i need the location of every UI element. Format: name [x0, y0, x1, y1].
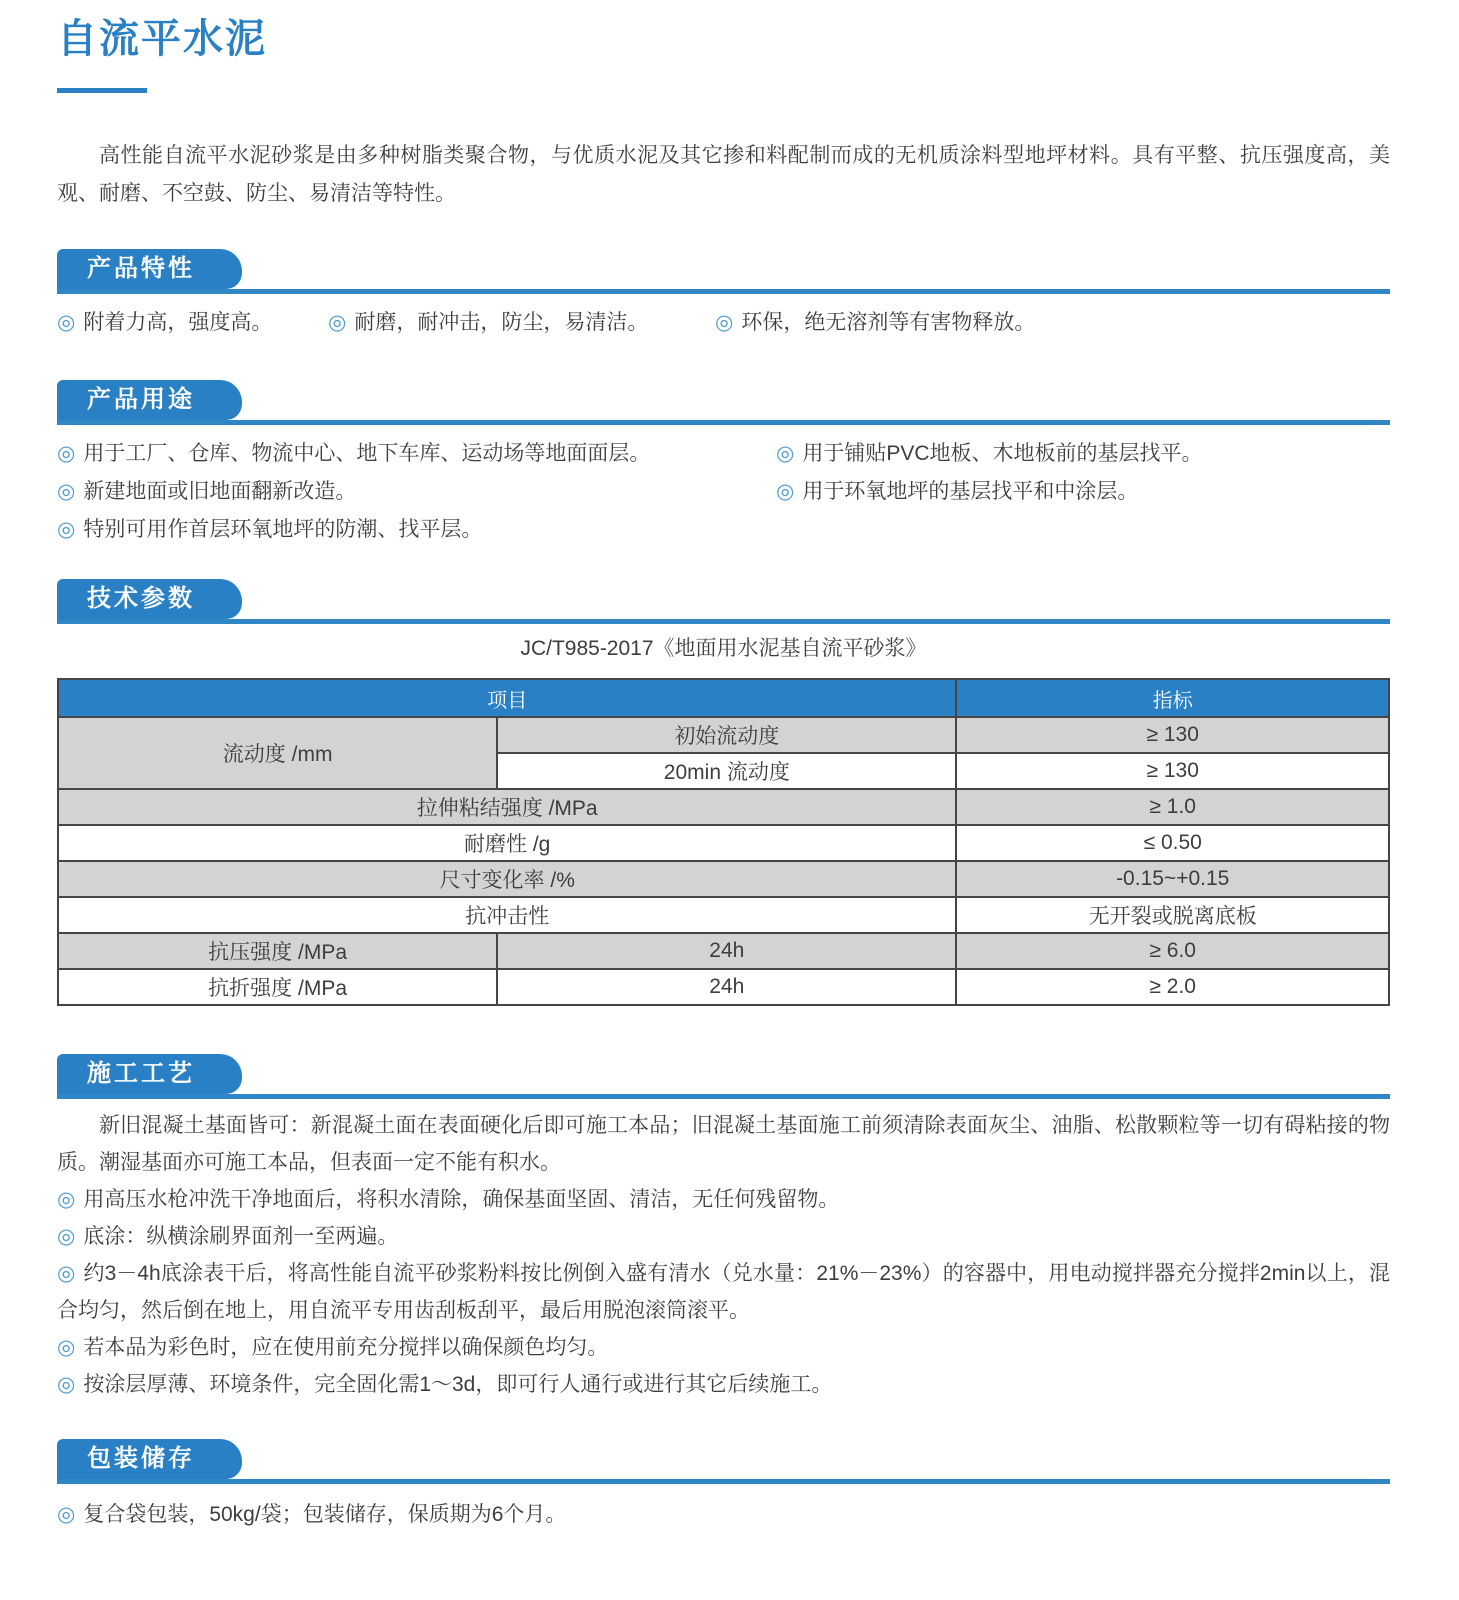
section-header: [57, 249, 1390, 294]
section-tab-packaging: [57, 1439, 242, 1479]
list-item-text: 约3－4h底涂表干后，将高性能自流平砂浆粉料按比例倒入盛有清水（兑水量：21%－23%）的容器中，用电动搅拌器充分搅拌2min以上，混合均匀，然后倒在地上，用自流平专用齿刮板刮平，最后用脱泡滚筒滚平。: [57, 1262, 1390, 1322]
list-item-text: 若本品为彩色时，应在使用前充分搅拌以确保颜色均匀。: [83, 1336, 609, 1359]
table-cell-value: ≥ 6.0: [956, 933, 1389, 969]
section-tab-process: [57, 1054, 242, 1094]
list-item-text: 耐磨，耐冲击，防尘，易清洁。: [354, 311, 649, 334]
list-item: [57, 473, 776, 511]
process-content: [57, 1107, 1390, 1403]
table-cell-value: ≥ 130: [956, 717, 1389, 753]
table-cell-value: ≥ 1.0: [956, 789, 1389, 825]
section-tab-label: 技术参数: [87, 585, 195, 612]
list-item: [57, 1329, 1390, 1366]
features-list: [57, 304, 1390, 342]
table-header-row: [58, 679, 1389, 717]
section-uses: [57, 380, 1390, 549]
table-cell-value: ≥ 2.0: [956, 969, 1389, 1005]
table-row: [58, 861, 1389, 897]
bullet-icon: ◎: [57, 311, 76, 334]
table-cell-sub: 24h: [497, 969, 956, 1005]
uses-right-column: [776, 435, 1390, 549]
table-cell-label: 抗冲击性: [58, 897, 956, 933]
list-item: [328, 304, 715, 342]
section-technical: [57, 579, 1390, 1006]
table-cell-label: 抗折强度 /MPa: [58, 969, 497, 1005]
section-tab-label: 施工工艺: [87, 1060, 195, 1087]
list-item-text: 新建地面或旧地面翻新改造。: [83, 480, 357, 503]
table-cell-label: 拉伸粘结强度 /MPa: [58, 789, 956, 825]
list-item: [57, 1255, 1390, 1329]
table-cell-value: 无开裂或脱离底板: [956, 897, 1389, 933]
process-paragraph: 新旧混凝土基面皆可：新混凝土面在表面硬化后即可施工本品；旧混凝土基面施工前须清除表面灰尘、油脂、松散颗粒等一切有碍粘接的物质。潮湿基面亦可施工本品，但表面一定不能有积水。: [57, 1114, 1390, 1174]
section-tab-label: 产品特性: [87, 255, 195, 282]
list-item-text: 按涂层厚薄、环境条件，完全固化需1～3d，即可行人通行或进行其它后续施工。: [83, 1373, 833, 1396]
section-tab-features: [57, 249, 242, 289]
table-row: [58, 897, 1389, 933]
table-cell-sub: 20min 流动度: [497, 753, 956, 789]
list-item: [57, 1366, 1390, 1403]
table-row: [58, 789, 1389, 825]
list-item: [57, 1181, 1390, 1218]
table-cell-value: ≤ 0.50: [956, 825, 1389, 861]
section-header: [57, 1439, 1390, 1484]
bullet-icon: ◎: [57, 1225, 76, 1248]
list-item-text: 附着力高，强度高。: [83, 311, 273, 334]
list-item: [776, 473, 1390, 511]
list-item: [57, 304, 328, 342]
list-item: [57, 1496, 1390, 1534]
table-cell-sub: 初始流动度: [497, 717, 956, 753]
list-item-text: 用高压水枪冲洗干净地面后，将积水清除，确保基面坚固、清洁，无任何残留物。: [83, 1188, 840, 1211]
section-tab-technical: [57, 579, 242, 619]
table-cell-label: 抗压强度 /MPa: [58, 933, 497, 969]
bullet-icon: ◎: [57, 1336, 76, 1359]
bullet-icon: ◎: [57, 442, 76, 465]
list-item-text: 复合袋包装，50kg/袋；包装储存，保质期为6个月。: [83, 1503, 567, 1526]
packaging-list: [57, 1496, 1390, 1534]
section-tab-label: 产品用途: [87, 386, 195, 413]
list-item-text: 底涂：纵横涂刷界面剂一至两遍。: [83, 1225, 399, 1248]
table-row: [58, 969, 1389, 1005]
section-header: [57, 579, 1390, 624]
list-item: [776, 435, 1390, 473]
bullet-icon: ◎: [57, 1373, 76, 1396]
list-item: [57, 1218, 1390, 1255]
uses-left-column: [57, 435, 776, 549]
section-tab-uses: [57, 380, 242, 420]
table-cell-value: ≥ 130: [956, 753, 1389, 789]
table-cell-value: -0.15~+0.15: [956, 861, 1389, 897]
bullet-icon: ◎: [57, 518, 76, 541]
table-cell-label: 尺寸变化率 /%: [58, 861, 956, 897]
technical-parameters-table: [57, 678, 1390, 1006]
list-item-text: 用于工厂、仓库、物流中心、地下车库、运动场等地面面层。: [83, 442, 651, 465]
table-row: [58, 717, 1389, 753]
table-header-item: 项目: [58, 679, 956, 717]
bullet-icon: ◎: [715, 311, 734, 334]
bullet-icon: ◎: [328, 311, 347, 334]
bullet-icon: ◎: [57, 1188, 76, 1211]
table-row: [58, 933, 1389, 969]
table-cell-group: 流动度 /mm: [58, 717, 497, 789]
title-underline: [57, 88, 147, 93]
section-header: [57, 380, 1390, 425]
uses-list: [57, 435, 1390, 549]
bullet-icon: ◎: [776, 480, 795, 503]
bullet-icon: ◎: [57, 480, 76, 503]
section-tab-label: 包装储存: [87, 1445, 195, 1472]
bullet-icon: ◎: [776, 442, 795, 465]
list-item: [715, 304, 1035, 342]
bullet-icon: ◎: [57, 1503, 76, 1526]
section-packaging: [57, 1439, 1390, 1534]
table-row: [58, 825, 1389, 861]
section-header: [57, 1054, 1390, 1099]
table-cell-label: 耐磨性 /g: [58, 825, 956, 861]
table-cell-sub: 24h: [497, 933, 956, 969]
list-item-text: 特别可用作首层环氧地坪的防潮、找平层。: [83, 518, 483, 541]
section-features: [57, 249, 1390, 342]
bullet-icon: ◎: [57, 1262, 76, 1285]
table-header-index: 指标: [956, 679, 1389, 717]
section-process: [57, 1054, 1390, 1403]
page-title: 自流平水泥: [57, 17, 267, 61]
intro-paragraph: 高性能自流平水泥砂浆是由多种树脂类聚合物，与优质水泥及其它掺和料配制而成的无机质涂料型地坪材料。具有平整、抗压强度高，美观、耐磨、不空鼓、防尘、易清洁等特性。: [57, 144, 1390, 205]
list-item: [57, 511, 776, 549]
list-item-text: 用于铺贴PVC地板、木地板前的基层找平。: [802, 442, 1203, 465]
list-item: [57, 435, 776, 473]
list-item-text: 用于环氧地坪的基层找平和中涂层。: [802, 480, 1139, 503]
standard-reference: JC/T985-2017《地面用水泥基自流平砂浆》: [520, 637, 927, 660]
list-item-text: 环保，绝无溶剂等有害物释放。: [741, 311, 1036, 334]
